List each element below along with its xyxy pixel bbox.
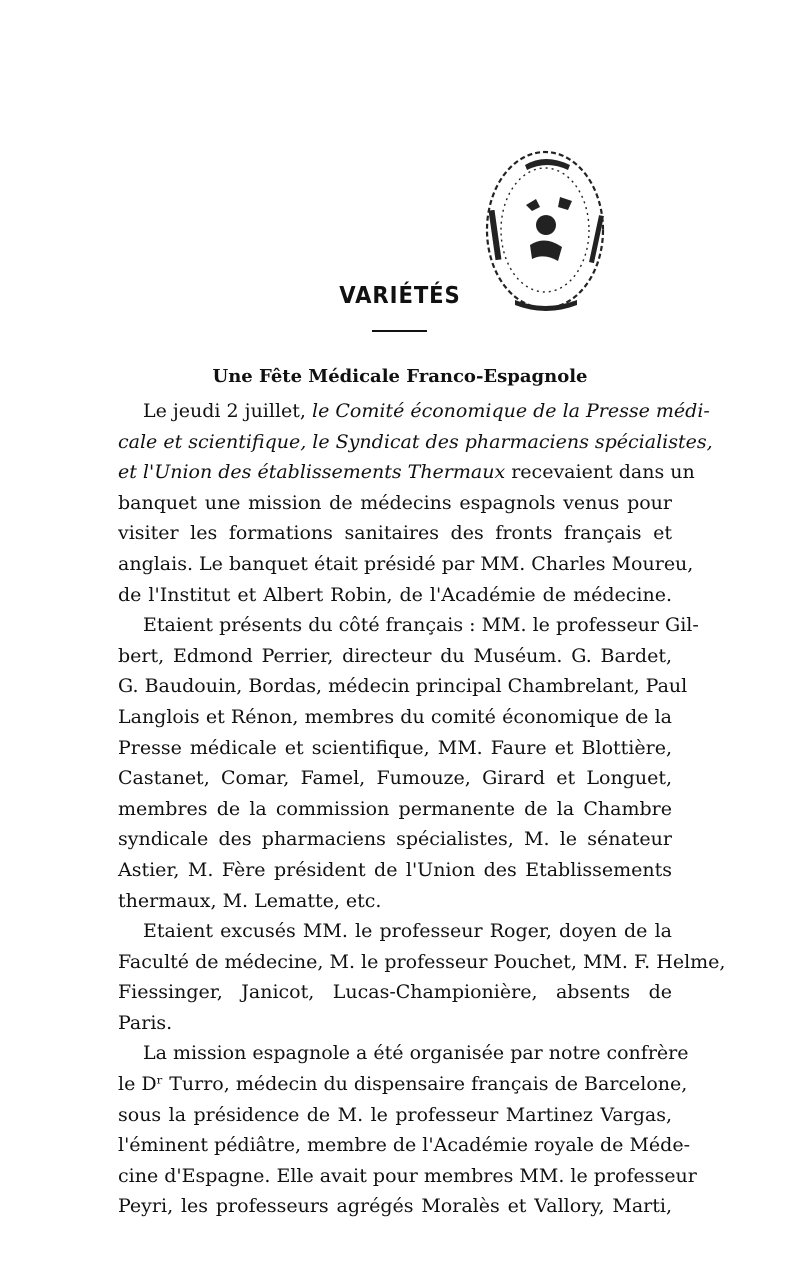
text-line: visiter les formations sanitaires des fronts français et — [118, 522, 672, 545]
text-line: Castanet, Comar, Famel, Fumouze, Girard et Longuet, — [118, 767, 672, 790]
text-line: cine d'Espagne. Elle avait pour membres MM. le professeur — [118, 1164, 697, 1187]
text-line: Etaient excusés MM. le professeur Roger, doyen de la — [143, 920, 672, 943]
text-line: et l'Union des établissements Thermaux recevaient dans un — [118, 461, 695, 484]
article-body — [118, 396, 726, 1222]
text-line: Astier, M. Fère président de l'Union des Etablissements — [118, 858, 672, 881]
article-title: Une Fête Médicale Franco-Espagnole — [212, 366, 588, 387]
text-line: La mission espagnole a été organisée par notre confrère — [143, 1042, 689, 1065]
text-line: cale et scientifique, le Syndicat des pharmaciens spécialistes, — [118, 430, 713, 453]
text-line: membres de la commission permanente de la Chambre — [118, 797, 672, 820]
text-line: Le jeudi 2 juillet, le Comité économique de la Presse médi- — [143, 400, 710, 422]
text-line: de l'Institut et Albert Robin, de l'Académie de médecine. — [118, 583, 672, 606]
text-line: l'éminent pédiâtre, membre de l'Académie royale de Méde- — [118, 1134, 690, 1157]
text-line: Langlois et Rénon, membres du comité économique de la — [118, 705, 672, 728]
text-line: sous la présidence de M. le professeur Martinez Vargas, — [118, 1103, 672, 1126]
text-line: bert, Edmond Perrier, directeur du Muséum. G. Bardet, — [118, 644, 672, 667]
section-title: VARIÉTÉS — [339, 283, 461, 309]
text-line: G. Baudouin, Bordas, médecin principal Chambrelant, Paul — [118, 675, 688, 698]
text-line: banquet une mission de médecins espagnols venus pour — [118, 491, 672, 514]
text-line: Peyri, les professeurs agrégés Moralès et Vallory, Marti, — [118, 1195, 672, 1218]
text-line: syndicale des pharmaciens spécialistes, M. le sénateur — [118, 828, 672, 851]
text-line: Faculté de médecine, M. le professeur Pouchet, MM. F. Helme, — [118, 950, 726, 973]
text-line: le Dʳ Turro, médecin du dispensaire français de Barcelone, — [118, 1073, 688, 1096]
text-line: thermaux, M. Lematte, etc. — [118, 889, 382, 912]
text-line: Etaient présents du côté français : MM. le professeur Gil- — [143, 614, 699, 637]
title-divider — [372, 330, 427, 332]
text-line: anglais. Le banquet était présidé par MM. Charles Moureu, — [118, 552, 694, 575]
text-line: Fiessinger, Janicot, Lucas-Championière, absents de — [118, 981, 672, 1004]
text-line: Presse médicale et scientifique, MM. Faure et Blottière, — [118, 736, 672, 759]
text-line: Paris. — [118, 1011, 173, 1034]
